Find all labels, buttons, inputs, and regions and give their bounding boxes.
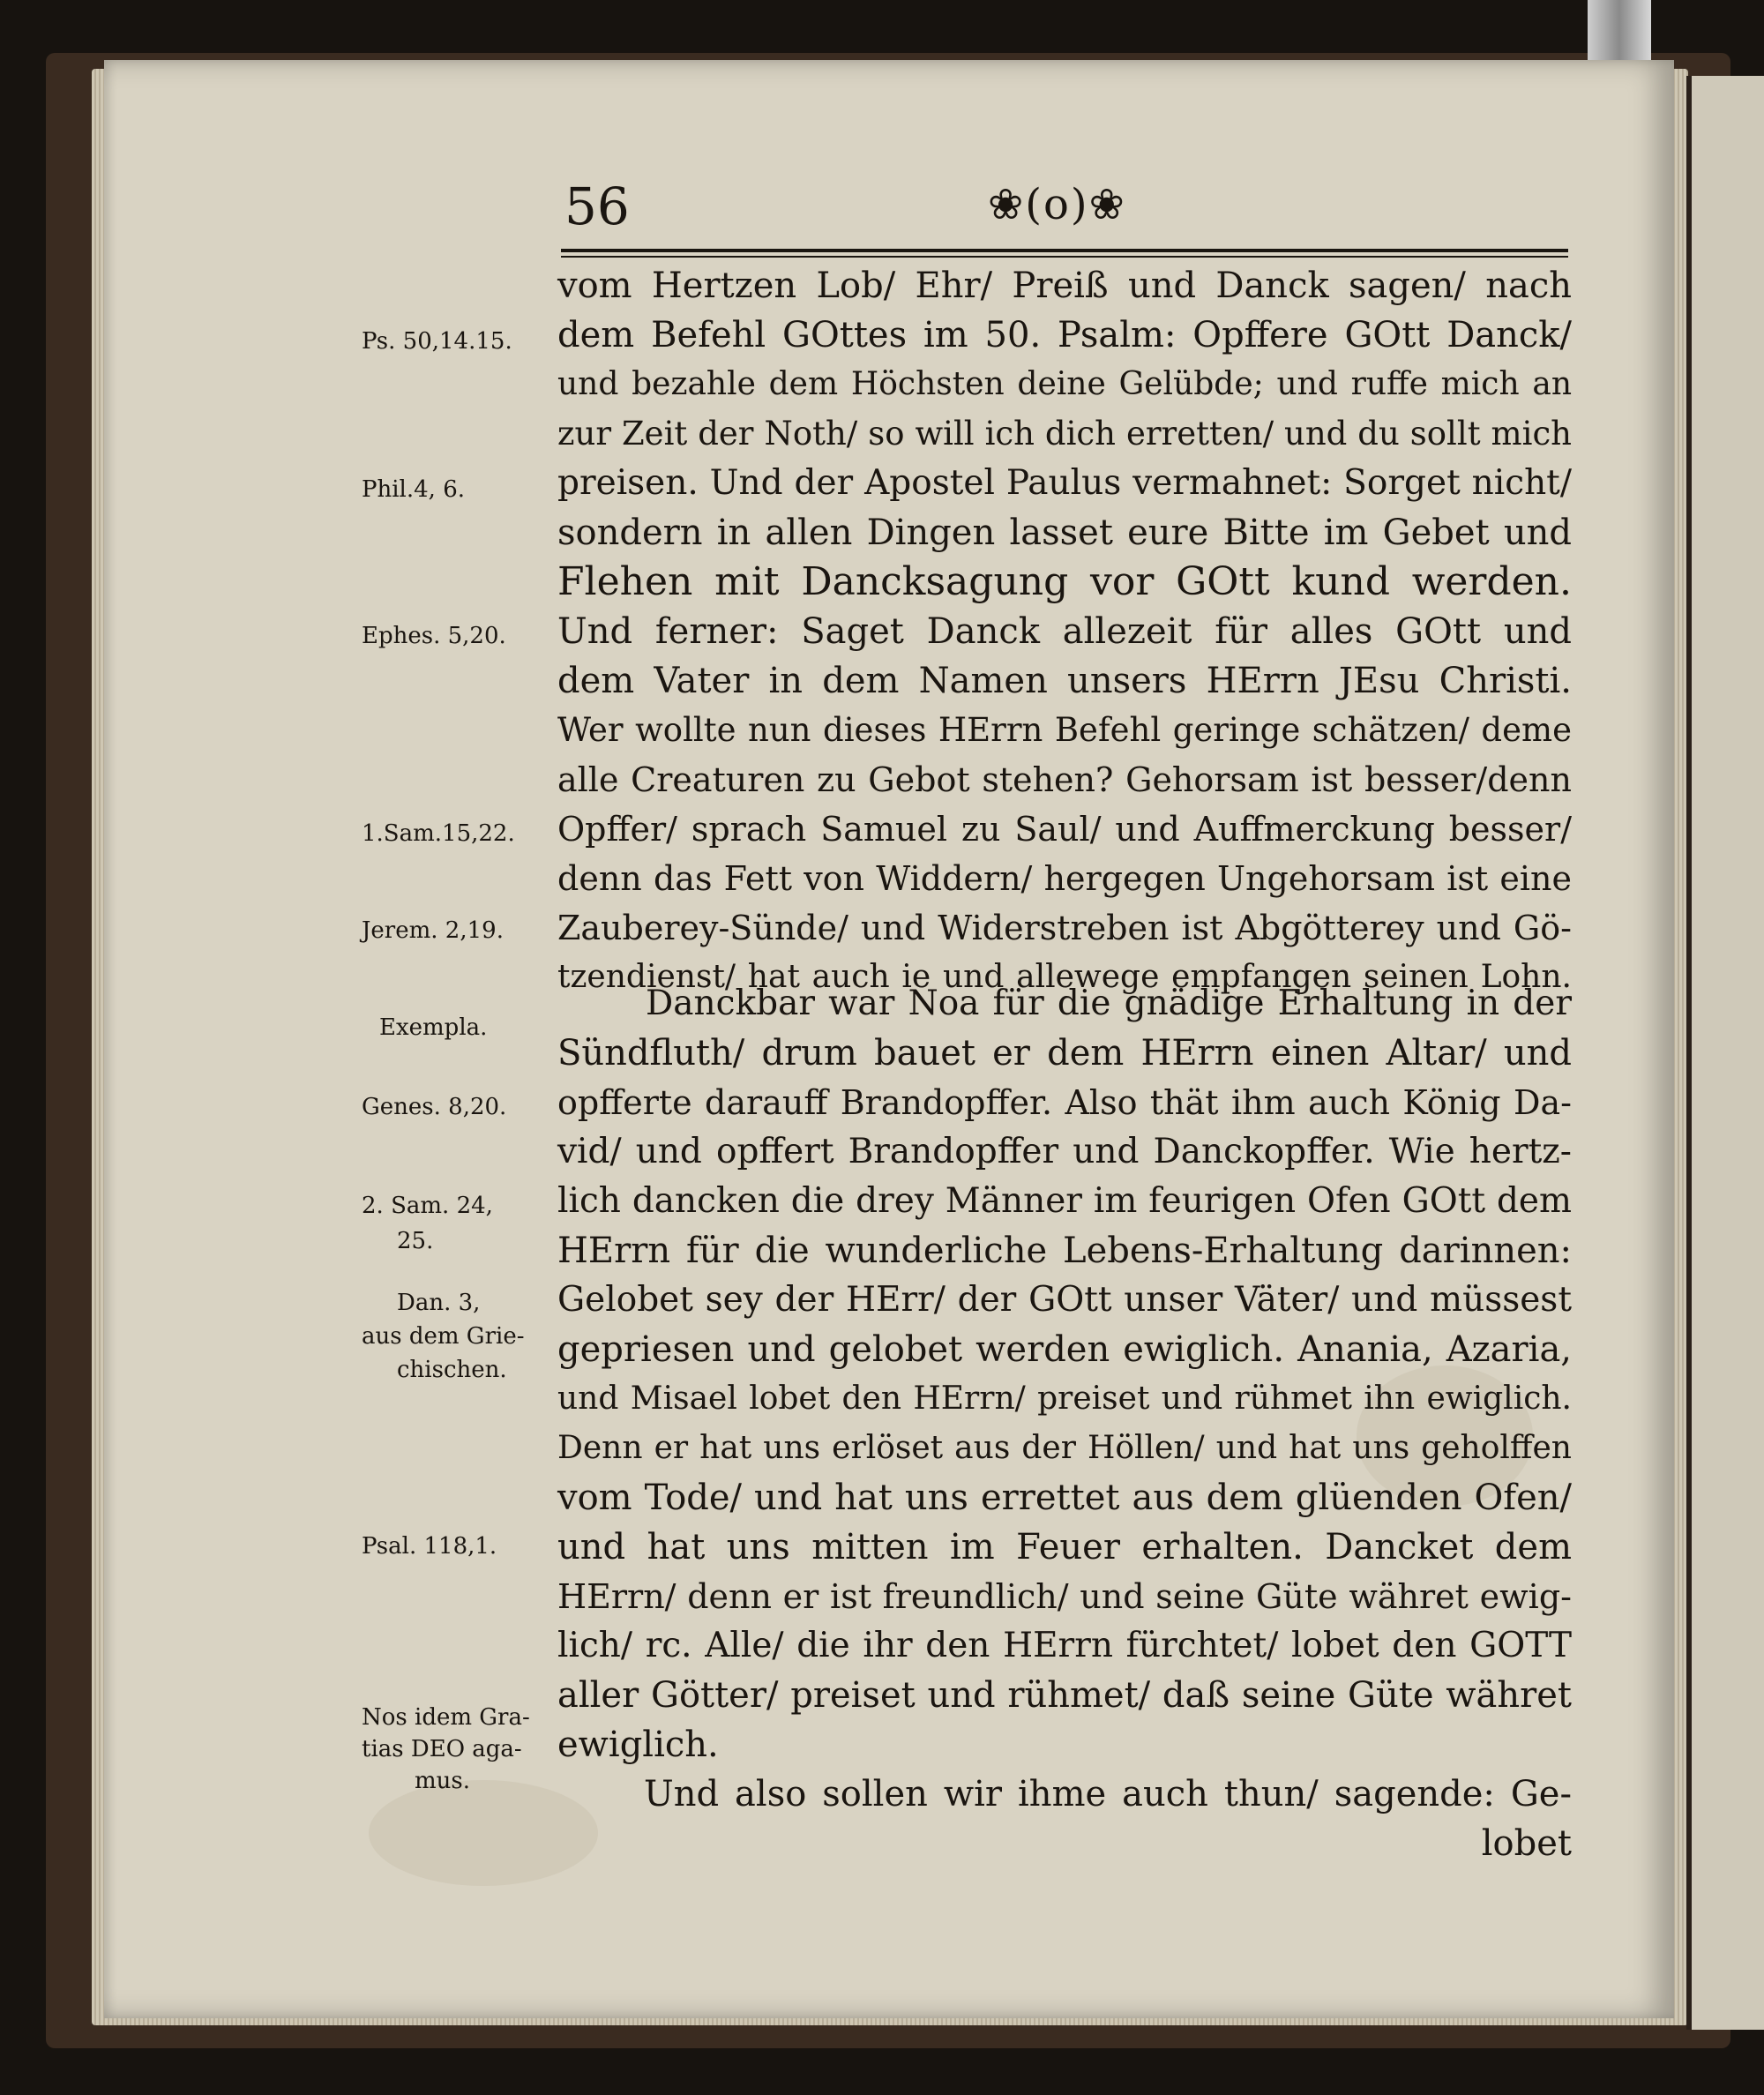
margin-note: tias DEO aga- [362,1736,522,1762]
margin-note: mus. [415,1768,471,1794]
margin-note: Phil.4, 6. [362,476,466,503]
facing-page-edge [1686,76,1764,2030]
text-line: Denn er hat uns erlöset aus der Höllen/ und hat uns geholffen [557,1430,1572,1466]
text-line: denn das Fett von Widdern/ hergegen Ungehorsam ist eine [557,859,1572,898]
text-line: alle Creaturen zu Gebot stehen? Gehorsam ist besser/denn [557,760,1572,799]
text-line: Flehen mit Dancksagung vor GOtt kund werden. [557,559,1572,604]
margin-note: 2. Sam. 24, [362,1193,493,1219]
page-header [547,176,1570,238]
text-line: Sündfluth/ drum bauet er dem HErrn einen Altar/ und [557,1033,1572,1074]
text-line: Danckbar war Noa für die gnädige Erhaltung in der [646,984,1572,1023]
margin-note: Psal. 118,1. [362,1533,497,1560]
margin-note: Genes. 8,20. [362,1094,507,1120]
header-rule [561,249,1568,252]
text-line: HErrn für die wunderliche Lebens-Erhaltung darinnen: [557,1231,1572,1271]
margin-note: Ephes. 5,20. [362,623,506,649]
text-line: lich/ rc. Alle/ die ihr den HErrn fürchtet/ lobet den GOTT [557,1626,1572,1665]
text-line: und Misael lobet den HErrn/ preiset und rühmet ihn ewiglich. [557,1380,1572,1417]
text-line: lich dancken die drey Männer im feurigen Ofen GOtt dem [557,1181,1572,1221]
text-line: tzendienst/ hat auch ie und allewege empfangen seinen Lohn. [557,959,1572,995]
text-line: preisen. Und der Apostel Paulus vermahnet: Sorget nicht/ [557,463,1572,503]
text-line: Gelobet sey der HErr/ der GOtt unser Väter/ und müssest [557,1280,1572,1320]
text-line: Zauberey-Sünde/ und Widerstreben ist Abgötterey und Gö- [557,909,1572,947]
text-line: Und also sollen wir ihme auch thun/ sagende: Ge- [644,1774,1572,1814]
text-line: aller Götter/ preiset und rühmet/ daß seine Güte währet [557,1675,1572,1716]
margin-note: 25. [397,1228,434,1254]
text-line: vom Tode/ und hat uns errettet aus dem glüenden Ofen/ [557,1478,1572,1518]
margin-note: aus dem Grie- [362,1323,525,1350]
text-line: HErrn/ denn er ist freundlich/ und seine Güte währet ewig- [557,1577,1572,1616]
margin-note: Dan. 3, [397,1290,481,1316]
margin-note: Jerem. 2,19. [362,917,504,944]
text-line: Opffer/ sprach Samuel zu Saul/ und Auffmerckung besser/ [557,810,1572,849]
text-line: dem Befehl GOttes im 50. Psalm: Opffere GOtt Danck/ [557,315,1572,355]
margin-note: Nos idem Gra- [362,1704,530,1731]
text-line: vom Hertzen Lob/ Ehr/ Preiß und Danck sagen/ nach [557,266,1572,306]
text-line: vid/ und opffert Brandopffer und Danckopffer. Wie hertz- [557,1132,1572,1171]
text-line: gepriesen und gelobet werden ewiglich. Anania, Azaria, [557,1329,1572,1370]
text-line: zur Zeit der Noth/ so will ich dich erretten/ und du sollt mich [557,415,1572,453]
text-line: und hat uns mitten im Feuer erhalten. Dancket dem [557,1527,1572,1568]
margin-note: chischen. [397,1357,507,1383]
text-line: und bezahle dem Höchsten deine Gelübde; und ruffe mich an [557,366,1572,402]
margin-note: Exempla. [379,1014,488,1041]
text-line: Wer wollte nun dieses HErrn Befehl geringe schätzen/ deme [557,711,1572,749]
margin-note: 1.Sam.15,22. [362,820,515,847]
catchword: lobet [1481,1823,1572,1864]
header-rule-thin [561,256,1568,258]
margin-note: Ps. 50,14.15. [362,328,512,355]
header-ornament: ❀(o)❀ [988,180,1126,229]
text-line: dem Vater in dem Namen unsers HErrn JEsu Christi. [557,661,1572,701]
text-line: Und ferner: Saget Danck allezeit für alles GOtt und [557,611,1572,652]
text-line: sondern in allen Dingen lasset eure Bitte im Gebet und [557,513,1572,553]
text-line: opfferte darauff Brandopffer. Also thät ihm auch König Da- [557,1083,1572,1122]
page-number: 56 [564,176,630,236]
text-line: ewiglich. [557,1725,719,1765]
